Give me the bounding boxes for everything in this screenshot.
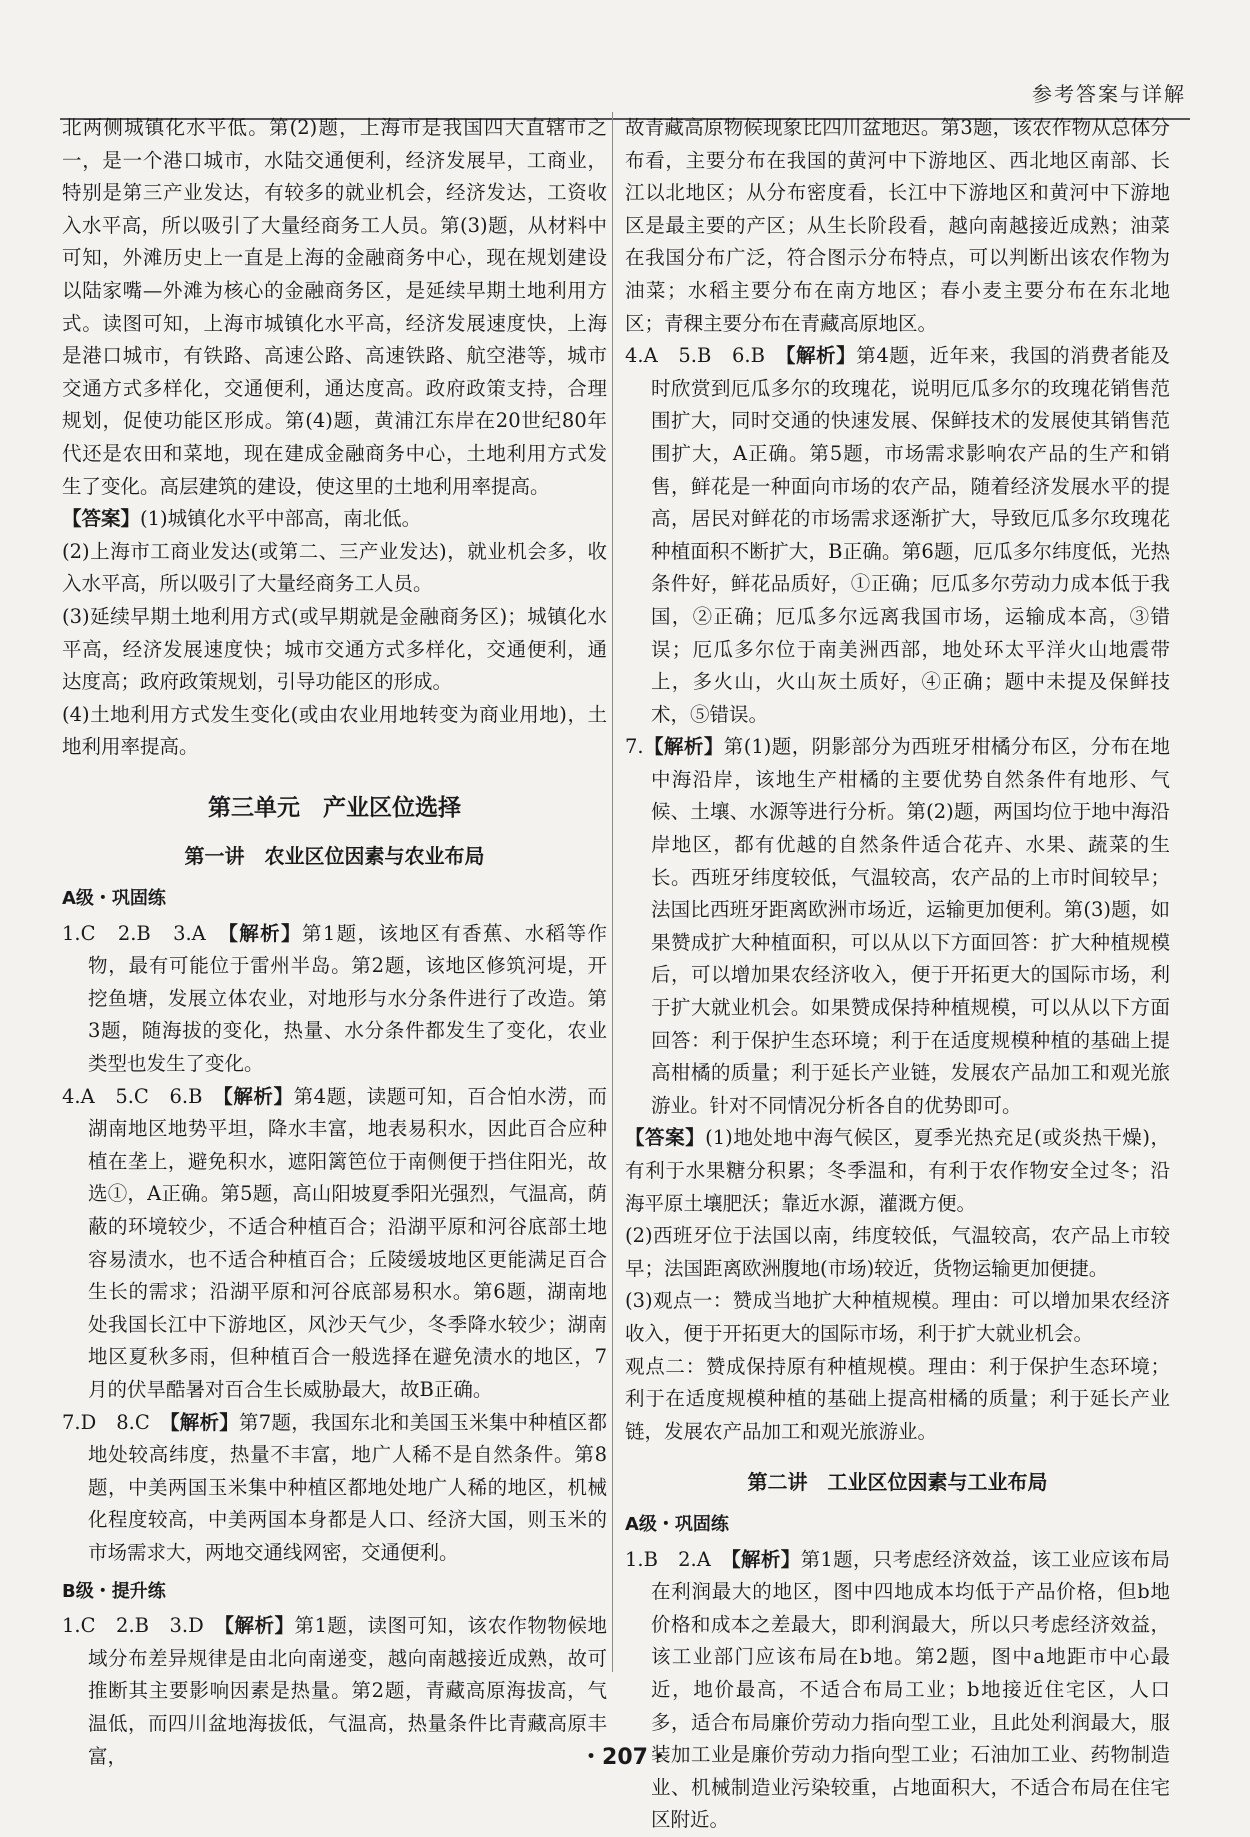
analysis-text: 第7题，我国东北和美国玉米集中种植区都地处较高纬度，热量不丰富，地广人稀不是自然条件。第8题，中美两国玉米集中种植区都地处地广人稀的地区，机械化程度较高，中美两国本身都是人口、经济大国，则玉米的市场需求大，两地交通线网密，交通便利。 (88, 1410, 607, 1564)
answer-item (625, 1122, 1170, 1220)
analysis-text: 第1题，只考虑经济效益，该工业应该布局在利润最大的地区，图中四地成本均低于产品价格，但b地价格和成本之差最大，即利润最大，所以只考虑经济效益，该工业部门应该布局在b地。第2题，图中a地距市中心最近，地价最高，不适合布局工业；b地接近住宅区，人口多，适合布局廉价劳动力指向型工业，且此处利润最大，服装加工业是廉价劳动力指向型工业；石油加工业、药物制造业、机械制造业污染较重，占地面积大，不适合布局在住宅区附近。 (651, 1547, 1170, 1832)
answer-text: (1)地处地中海气候区，夏季光热充足(或炎热干燥)，有利于水果糖分积累；冬季温和，有利于农作物安全过冬；沿海平原土壤肥沃；靠近水源，灌溉方便。 (625, 1126, 1170, 1215)
answer-item: 观点二：赞成保持原有种植规模。理由：利于保护生态环境；利于在适度规模种植的基础上提高柑橘的质量；利于延长产业链，发展农产品加工和观光旅游业。 (625, 1354, 1170, 1443)
analysis-text: 第1题，读图可知，该农作物物候地域分布差异规律是由北向南递变，越向南越接近成熟，故可推断其主要影响因素是热量。第2题，青藏高原海拔高，气温低，而四川盆地海拔低，气温高，热量条件比青藏高原丰富， (88, 1614, 607, 1768)
analysis-text: 第4题，近年来，我国的消费者能及时欣赏到厄瓜多尔的玫瑰花，说明厄瓜多尔的玫瑰花销售范围扩大，同时交通的快速发展、保鲜技术的发展使其销售范围扩大，A正确。第5题，市场需求影响农产品的生产和销售，鲜花是一种面向市场的农产品，随着经济发展水平的提高，居民对鲜花的市场需求逐渐扩大，导致厄瓜多尔玫瑰花种植面积不断扩大，B正确。第6题，厄瓜多尔纬度低，光热条件好，鲜花品质好，①正确；厄瓜多尔劳动力成本低于我国，②正确；厄瓜多尔远离我国市场，运输成本高，③错误；厄瓜多尔位于南美洲西部，地处环太平洋火山地震带上，多火山，火山灰土质好，④正确；题中未提及保鲜技术，⑤错误。 (651, 344, 1170, 726)
lecture-title: 第一讲 农业区位因素与农业布局 (184, 844, 485, 869)
answer-tag: 【答案】 (62, 507, 141, 531)
analysis-tag: 【解析】 (730, 1547, 801, 1571)
level-heading: A级・巩固练 (62, 888, 166, 910)
level-heading: A级・巩固练 (625, 1513, 729, 1535)
page-number: ・207・ (580, 1745, 670, 1770)
question-block (625, 340, 1170, 731)
question-block (62, 918, 607, 1081)
lecture-title: 第二讲 工业区位因素与工业布局 (747, 1470, 1048, 1495)
answer-item: (2)上海市工商业发达(或第二、三产业发达)，就业机会多，收入水平高，所以吸引了大量经商务工人员。 (62, 539, 607, 596)
answer-keys: 7.D 8.C (62, 1410, 170, 1434)
right-paragraph: 故青藏高原物候现象比四川盆地迟。第3题，该农作物从总体分布看，主要分布在我国的黄河中下游地区、西北地区南部、长江以北地区；从分布密度看，长江中下游地区和黄河中下游地区是最主要的产区；从生长阶段看，越向南越接近成熟；油菜在我国分布广泛，符合图示分布特点，可以判断出该农作物为油菜；水稻主要分布在南方地区；春小麦主要分布在东北地区；青稞主要分布在青藏高原地区。 (625, 116, 1170, 335)
answer-item: (3)延续早期土地利用方式(或早期就是金融商务区)；城镇化水平高，经济发展速度快；城市交通方式多样化，交通便利，通达度高；政府政策规划，引导功能区的形成。 (62, 604, 607, 694)
header-title: 参考答案与详解 (1032, 82, 1186, 106)
answer-keys: 1.B 2.A (625, 1547, 731, 1571)
answer-keys: 4.A 5.C 6.B (62, 1084, 224, 1108)
answer-keys: 4.A 5.B 6.B (625, 344, 786, 368)
analysis-tag: 【解析】 (169, 1410, 240, 1434)
question-block (625, 731, 1170, 1122)
answer-keys: 7. (625, 735, 644, 759)
analysis-tag: 【解析】 (224, 1614, 295, 1638)
answer-keys: 1.C 2.B 3.A (62, 921, 229, 945)
analysis-text: 第1题，该地区有香蕉、水稻等作物，最有可能位于雷州半岛。第2题，该地区修筑河堤，开挖鱼塘，发展立体农业，对地形与水分条件进行了改造。第3题，随海拔的变化，热量、水分条件都发生了变化，农业类型也发生了变化。 (88, 921, 607, 1076)
answer-item: (2)西班牙位于法国以南，纬度较低，气温较高，农产品上市较早；法国距离欧洲腹地(市场)较近，货物运输更加便捷。 (625, 1224, 1170, 1280)
analysis-text: 第(1)题，阴影部分为西班牙柑橘分布区，分布在地中海沿岸，该地生产柑橘的主要优势自然条件有地形、气候、土壤、水源等进行分析。第(2)题，两国均位于地中海沿岸地区，都有优越的自然条件适合花卉、水果、蔬菜的生长。西班牙纬度较低，气温较高，农产品的上市时间较早；法国比西班牙距离欧洲市场近，运输更加便利。第(3)题，如果赞成扩大种植面积，可以从以下方面回答：扩大种植规模后，可以增加果农经济收入，便于开拓更大的国际市场，利于扩大就业机会。如果赞成保持种植规模，可以从以下方面回答：利于保护生态环境；利于在适度规模种植的基础上提高柑橘的质量；利于延长产业链，发展农产品加工和观光旅游业。针对不同情况分析各自的优势即可。 (651, 735, 1170, 1117)
right-column (625, 112, 1170, 1837)
answer-tag: 【答案】 (625, 1126, 706, 1150)
left-column (62, 112, 607, 1773)
analysis-tag: 【解析】 (785, 344, 857, 368)
question-block (62, 1081, 607, 1407)
answer-item: (3)观点一：赞成当地扩大种植规模。理由：可以增加果农经济收入，便于开拓更大的国际市场，利于扩大就业机会。 (625, 1289, 1170, 1345)
analysis-tag: 【解析】 (228, 921, 302, 945)
column-divider (612, 112, 613, 1672)
level-heading: B级・提升练 (62, 1580, 166, 1602)
question-block (62, 1407, 607, 1570)
answer-item: (4)土地利用方式发生变化(或由农业用地转变为商业用地)，土地利用率提高。 (62, 702, 607, 759)
analysis-tag: 【解析】 (223, 1084, 294, 1108)
unit-title: 第三单元 产业区位选择 (208, 794, 461, 821)
left-paragraph: 北两侧城镇化水平低。第(2)题，上海市是我国四大直辖市之一，是一个港口城市，水陆交通便利，经济发展早，工商业，特别是第三产业发达，有较多的就业机会，经济发达，工资收入水平高，所以吸引了大量经商务工人员。第(3)题，从材料中可知，外滩历史上一直是上海的金融商务中心，现在规划建设以陆家嘴—外滩为核心的金融商务区，是延续早期土地利用方式。读图可知，上海市城镇化水平高，经济发展速度快，上海是港口城市，有铁路、高速公路、高速铁路、航空港等，城市交通方式多样化，交通便利，通达度高。政府政策支持，合理规划，促使功能区形成。第(4)题，黄浦江东岸在20世纪80年代还是农田和菜地，现在建成金融商务中心，土地利用方式发生了变化。高层建筑的建设，使这里的土地利用率提高。 (62, 116, 607, 498)
answer-item (62, 503, 607, 536)
analysis-tag: 【解析】 (643, 735, 724, 759)
question-block (625, 1544, 1170, 1837)
answer-keys: 1.C 2.B 3.D (62, 1614, 225, 1638)
analysis-text: 第4题，读题可知，百合怕水涝，而湖南地区地势平坦，降水丰富，地表易积水，因此百合应种植在垄上，避免积水，遮阳篱笆位于南侧便于挡住阳光，故选①，A正确。第5题，高山阳坡夏季阳光强烈，气温高，荫蔽的环境较少，不适合种植百合；沿湖平原和河谷底部土地容易渍水，也不适合种植百合；丘陵缓坡地区更能满足百合生长的需求；沿湖平原和河谷底部易积水。第6题，湖南地处我国长江中下游地区，风沙天气少，冬季降水较少；湖南地区夏秋多雨，但种植百合一般选择在避免渍水的地区，7月的伏旱酷暑对百合生长威胁最大，故B正确。 (88, 1084, 607, 1401)
answer-text: (1)城镇化水平中部高，南北低。 (140, 507, 422, 531)
